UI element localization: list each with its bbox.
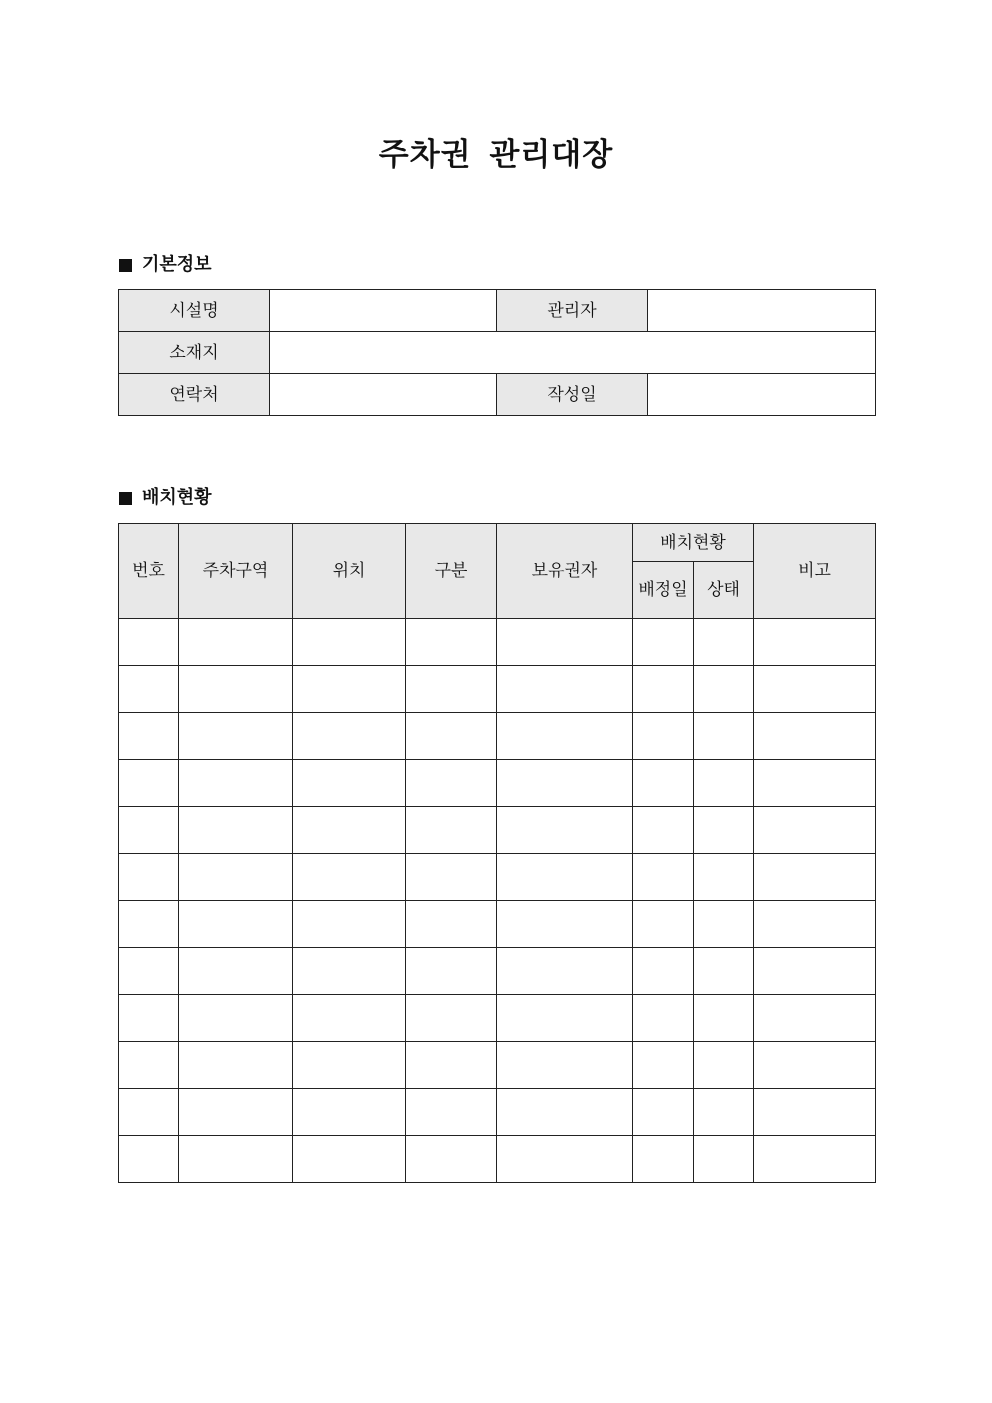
holder-cell[interactable]: [497, 1136, 633, 1183]
assign-date-cell[interactable]: [633, 1136, 694, 1183]
address-field[interactable]: [270, 332, 876, 374]
basic-info-row: [119, 290, 876, 332]
basic-info-section-title: [119, 252, 212, 278]
location-cell[interactable]: [293, 619, 406, 666]
status-cell[interactable]: [694, 1089, 754, 1136]
zone-cell[interactable]: [179, 995, 293, 1042]
assign-date-cell[interactable]: [633, 619, 694, 666]
table-row: [119, 807, 876, 854]
location-cell[interactable]: [293, 713, 406, 760]
table-row: [119, 854, 876, 901]
zone-cell[interactable]: [179, 1089, 293, 1136]
status-cell[interactable]: [694, 1136, 754, 1183]
location-cell[interactable]: [293, 1089, 406, 1136]
header-placement-group: 배치현황: [633, 524, 754, 562]
header-zone: 주차구역: [179, 524, 293, 619]
holder-cell[interactable]: [497, 901, 633, 948]
holder-cell[interactable]: [497, 995, 633, 1042]
zone-cell[interactable]: [179, 948, 293, 995]
no-cell[interactable]: [119, 995, 179, 1042]
header-type: 구분: [406, 524, 497, 619]
placement-table: [118, 523, 876, 1183]
status-cell[interactable]: [694, 807, 754, 854]
assign-date-cell[interactable]: [633, 995, 694, 1042]
basic-info-heading: 기본정보: [142, 254, 212, 275]
remarks-cell[interactable]: [754, 760, 876, 807]
assign-date-cell[interactable]: [633, 807, 694, 854]
written-date-label: 작성일: [497, 374, 648, 416]
holder-cell[interactable]: [497, 619, 633, 666]
location-cell[interactable]: [293, 854, 406, 901]
remarks-cell[interactable]: [754, 713, 876, 760]
type-cell[interactable]: [406, 1089, 497, 1136]
header-assign-date: 배정일: [633, 562, 694, 619]
table-row: [119, 713, 876, 760]
holder-cell[interactable]: [497, 713, 633, 760]
zone-cell[interactable]: [179, 713, 293, 760]
header-location: 위치: [293, 524, 406, 619]
zone-cell[interactable]: [179, 666, 293, 713]
header-no: 번호: [119, 524, 179, 619]
location-cell[interactable]: [293, 901, 406, 948]
placement-body: [119, 619, 876, 1183]
zone-cell[interactable]: [179, 760, 293, 807]
no-cell[interactable]: [119, 1089, 179, 1136]
holder-cell[interactable]: [497, 666, 633, 713]
assign-date-cell[interactable]: [633, 666, 694, 713]
assign-date-cell[interactable]: [633, 713, 694, 760]
no-cell[interactable]: [119, 807, 179, 854]
basic-info-table: [118, 289, 876, 416]
status-cell[interactable]: [694, 666, 754, 713]
assign-date-cell[interactable]: [633, 760, 694, 807]
contact-label: 연락처: [119, 374, 270, 416]
zone-cell[interactable]: [179, 807, 293, 854]
address-label: 소재지: [119, 332, 270, 374]
manager-field[interactable]: [648, 290, 876, 332]
remarks-cell[interactable]: [754, 854, 876, 901]
zone-cell[interactable]: [179, 1136, 293, 1183]
table-row: [119, 1042, 876, 1089]
holder-cell[interactable]: [497, 948, 633, 995]
assign-date-cell[interactable]: [633, 901, 694, 948]
status-cell[interactable]: [694, 901, 754, 948]
manager-label: 관리자: [497, 290, 648, 332]
no-cell[interactable]: [119, 1136, 179, 1183]
basic-info-row: [119, 332, 876, 374]
holder-cell[interactable]: [497, 1042, 633, 1089]
remarks-cell[interactable]: [754, 1136, 876, 1183]
placement-section-title: [119, 485, 212, 511]
assign-date-cell[interactable]: [633, 948, 694, 995]
remarks-cell[interactable]: [754, 948, 876, 995]
header-status: 상태: [694, 562, 754, 619]
table-row: [119, 901, 876, 948]
status-cell[interactable]: [694, 854, 754, 901]
table-row: [119, 1089, 876, 1136]
location-cell[interactable]: [293, 1136, 406, 1183]
location-cell[interactable]: [293, 760, 406, 807]
status-cell[interactable]: [694, 995, 754, 1042]
holder-cell[interactable]: [497, 807, 633, 854]
placement-heading: 배치현황: [142, 487, 212, 508]
no-cell[interactable]: [119, 1042, 179, 1089]
holder-cell[interactable]: [497, 1089, 633, 1136]
type-cell[interactable]: [406, 807, 497, 854]
no-cell[interactable]: [119, 666, 179, 713]
location-cell[interactable]: [293, 948, 406, 995]
remarks-cell[interactable]: [754, 995, 876, 1042]
location-cell[interactable]: [293, 995, 406, 1042]
table-row: [119, 948, 876, 995]
status-cell[interactable]: [694, 713, 754, 760]
zone-cell[interactable]: [179, 854, 293, 901]
no-cell[interactable]: [119, 619, 179, 666]
type-cell[interactable]: [406, 854, 497, 901]
no-cell[interactable]: [119, 901, 179, 948]
location-cell[interactable]: [293, 1042, 406, 1089]
table-row: [119, 666, 876, 713]
status-cell[interactable]: [694, 760, 754, 807]
assign-date-cell[interactable]: [633, 1089, 694, 1136]
zone-cell[interactable]: [179, 901, 293, 948]
contact-field[interactable]: [270, 374, 497, 416]
remarks-cell[interactable]: [754, 1089, 876, 1136]
header-remarks: 비고: [754, 524, 876, 619]
no-cell[interactable]: [119, 713, 179, 760]
remarks-cell[interactable]: [754, 666, 876, 713]
no-cell[interactable]: [119, 760, 179, 807]
type-cell[interactable]: [406, 1136, 497, 1183]
zone-cell[interactable]: [179, 619, 293, 666]
page-title: 주차권 관리대장: [378, 137, 614, 173]
table-row: [119, 1136, 876, 1183]
status-cell[interactable]: [694, 1042, 754, 1089]
type-cell[interactable]: [406, 760, 497, 807]
status-cell[interactable]: [694, 948, 754, 995]
facility-label: 시설명: [119, 290, 270, 332]
type-cell[interactable]: [406, 713, 497, 760]
table-row: [119, 619, 876, 666]
header-row: [119, 524, 876, 562]
status-cell[interactable]: [694, 619, 754, 666]
zone-cell[interactable]: [179, 1042, 293, 1089]
table-row: [119, 995, 876, 1042]
type-cell[interactable]: [406, 995, 497, 1042]
basic-info-row: [119, 374, 876, 416]
remarks-cell[interactable]: [754, 807, 876, 854]
written-date-field[interactable]: [648, 374, 876, 416]
header-holder: 보유권자: [497, 524, 633, 619]
assign-date-cell[interactable]: [633, 854, 694, 901]
no-cell[interactable]: [119, 854, 179, 901]
location-cell[interactable]: [293, 666, 406, 713]
type-cell[interactable]: [406, 948, 497, 995]
type-cell[interactable]: [406, 1042, 497, 1089]
facility-field[interactable]: [270, 290, 497, 332]
square-bullet-icon: [119, 259, 132, 272]
table-row: [119, 760, 876, 807]
assign-date-cell[interactable]: [633, 1042, 694, 1089]
type-cell[interactable]: [406, 901, 497, 948]
type-cell[interactable]: [406, 619, 497, 666]
holder-cell[interactable]: [497, 760, 633, 807]
remarks-cell[interactable]: [754, 619, 876, 666]
location-cell[interactable]: [293, 807, 406, 854]
no-cell[interactable]: [119, 948, 179, 995]
type-cell[interactable]: [406, 666, 497, 713]
remarks-cell[interactable]: [754, 901, 876, 948]
holder-cell[interactable]: [497, 854, 633, 901]
remarks-cell[interactable]: [754, 1042, 876, 1089]
square-bullet-icon: [119, 492, 132, 505]
